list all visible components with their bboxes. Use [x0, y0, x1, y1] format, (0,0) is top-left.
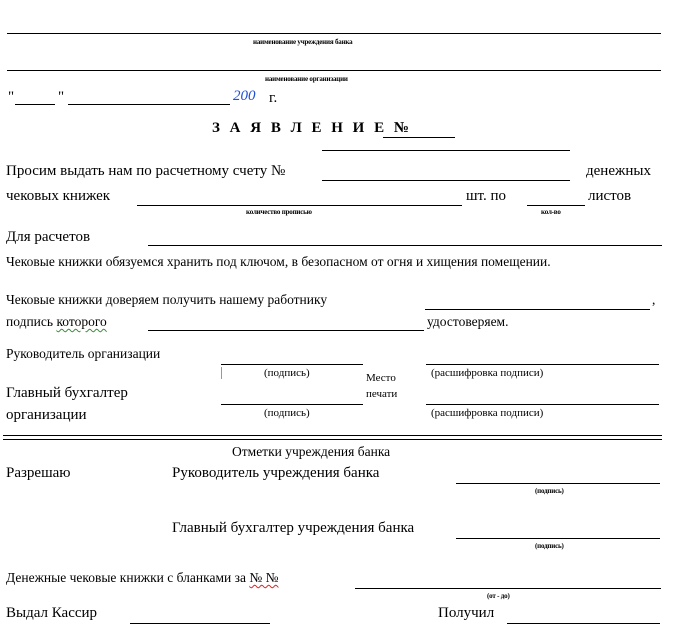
- org-name-caption: наименование организации: [265, 75, 348, 83]
- sheets-count-caption: кол-во: [541, 208, 561, 216]
- signature-word: подпись: [6, 314, 54, 329]
- title-divider-line: [322, 150, 570, 151]
- cashier-label: Выдал Кассир: [6, 605, 98, 621]
- date-day-field[interactable]: [15, 104, 55, 105]
- signature-tick: [221, 367, 222, 379]
- bank-head-signature-field[interactable]: [456, 483, 660, 484]
- bank-accountant-signature-field[interactable]: [456, 538, 660, 539]
- account-request-text: Просим выдать нам по расчетному счету №: [6, 163, 286, 179]
- accountant-decode-caption: (расшифровка подписи): [431, 407, 544, 419]
- employee-signature-field[interactable]: [148, 330, 424, 331]
- stamp-place-label-1: Место: [366, 372, 396, 384]
- blanks-number-sign: № №: [249, 570, 279, 585]
- accountant-signature-caption: (подпись): [264, 407, 310, 419]
- blanks-range-caption: (от - до): [487, 592, 510, 600]
- bank-head-label: Руководитель учреждения банка: [172, 465, 380, 481]
- bank-name-line: [7, 33, 661, 34]
- org-head-decode-field[interactable]: [426, 364, 659, 365]
- date-year-prefix: 200: [233, 88, 256, 104]
- org-head-signature-field[interactable]: [221, 364, 363, 365]
- section-divider-top: [3, 435, 662, 436]
- bank-accountant-label: Главный бухгалтер учреждения банка: [172, 520, 415, 536]
- sheets-count-field[interactable]: [527, 205, 585, 206]
- sheets-label: листов: [588, 188, 632, 204]
- calc-label: Для расчетов: [6, 229, 91, 245]
- date-year-suffix: г.: [269, 90, 278, 106]
- calc-field[interactable]: [148, 245, 662, 246]
- storage-statement: Чековые книжки обязуемся хранить под ключом, в безопасном от огня и хищения помещении.: [6, 254, 551, 269]
- blanks-text-main: Денежные чековые книжки с бланками за: [6, 570, 246, 585]
- org-head-label: Руководитель организации: [6, 346, 161, 361]
- date-quote-open: ": [8, 89, 15, 105]
- receiver-signature-field[interactable]: [507, 623, 660, 624]
- account-request-end: денежных: [586, 163, 651, 179]
- blanks-range-field[interactable]: [355, 588, 661, 589]
- allow-label: Разрешаю: [6, 465, 71, 481]
- accountant-label-line2: организации: [6, 407, 87, 423]
- trust-statement: Чековые книжки доверяем получить нашему работнику: [6, 292, 328, 307]
- signature-certify-prefix: [6, 314, 107, 329]
- blanks-text: [6, 570, 278, 585]
- bank-accountant-signature-caption: (подпись): [535, 542, 564, 550]
- date-quote-close: ": [58, 89, 65, 105]
- account-number-field[interactable]: [322, 180, 570, 181]
- page-title: З А Я В Л Е Н И Е №: [212, 120, 412, 136]
- quantity-words-caption: количество прописью: [246, 208, 312, 216]
- bank-section-heading: Отметки учреждения банка: [232, 444, 391, 459]
- date-month-field[interactable]: [68, 104, 230, 105]
- checkbooks-label: чековых книжек: [6, 188, 111, 204]
- accountant-signature-field[interactable]: [221, 404, 363, 405]
- application-number-field[interactable]: [383, 137, 455, 138]
- org-head-signature-caption: (подпись): [264, 367, 310, 379]
- accountant-label-line1: Главный бухгалтер: [6, 385, 128, 401]
- org-name-line: [7, 70, 661, 71]
- org-head-decode-caption: (расшифровка подписи): [431, 367, 544, 379]
- signature-certify-suffix: удостоверяем.: [427, 314, 509, 329]
- bank-head-signature-caption: (подпись): [535, 487, 564, 495]
- received-label: Получил: [438, 605, 495, 621]
- which-word: которого: [56, 314, 107, 329]
- stamp-place-label-2: печати: [366, 388, 398, 400]
- trust-comma: ,: [652, 292, 656, 307]
- employee-name-field[interactable]: [425, 309, 650, 310]
- accountant-decode-field[interactable]: [426, 404, 659, 405]
- cashier-signature-field[interactable]: [130, 623, 270, 624]
- quantity-words-field[interactable]: [137, 205, 462, 206]
- pieces-label: шт. по: [466, 188, 507, 204]
- section-divider-bottom: [3, 439, 662, 440]
- bank-name-caption: наименование учреждения банка: [253, 38, 353, 46]
